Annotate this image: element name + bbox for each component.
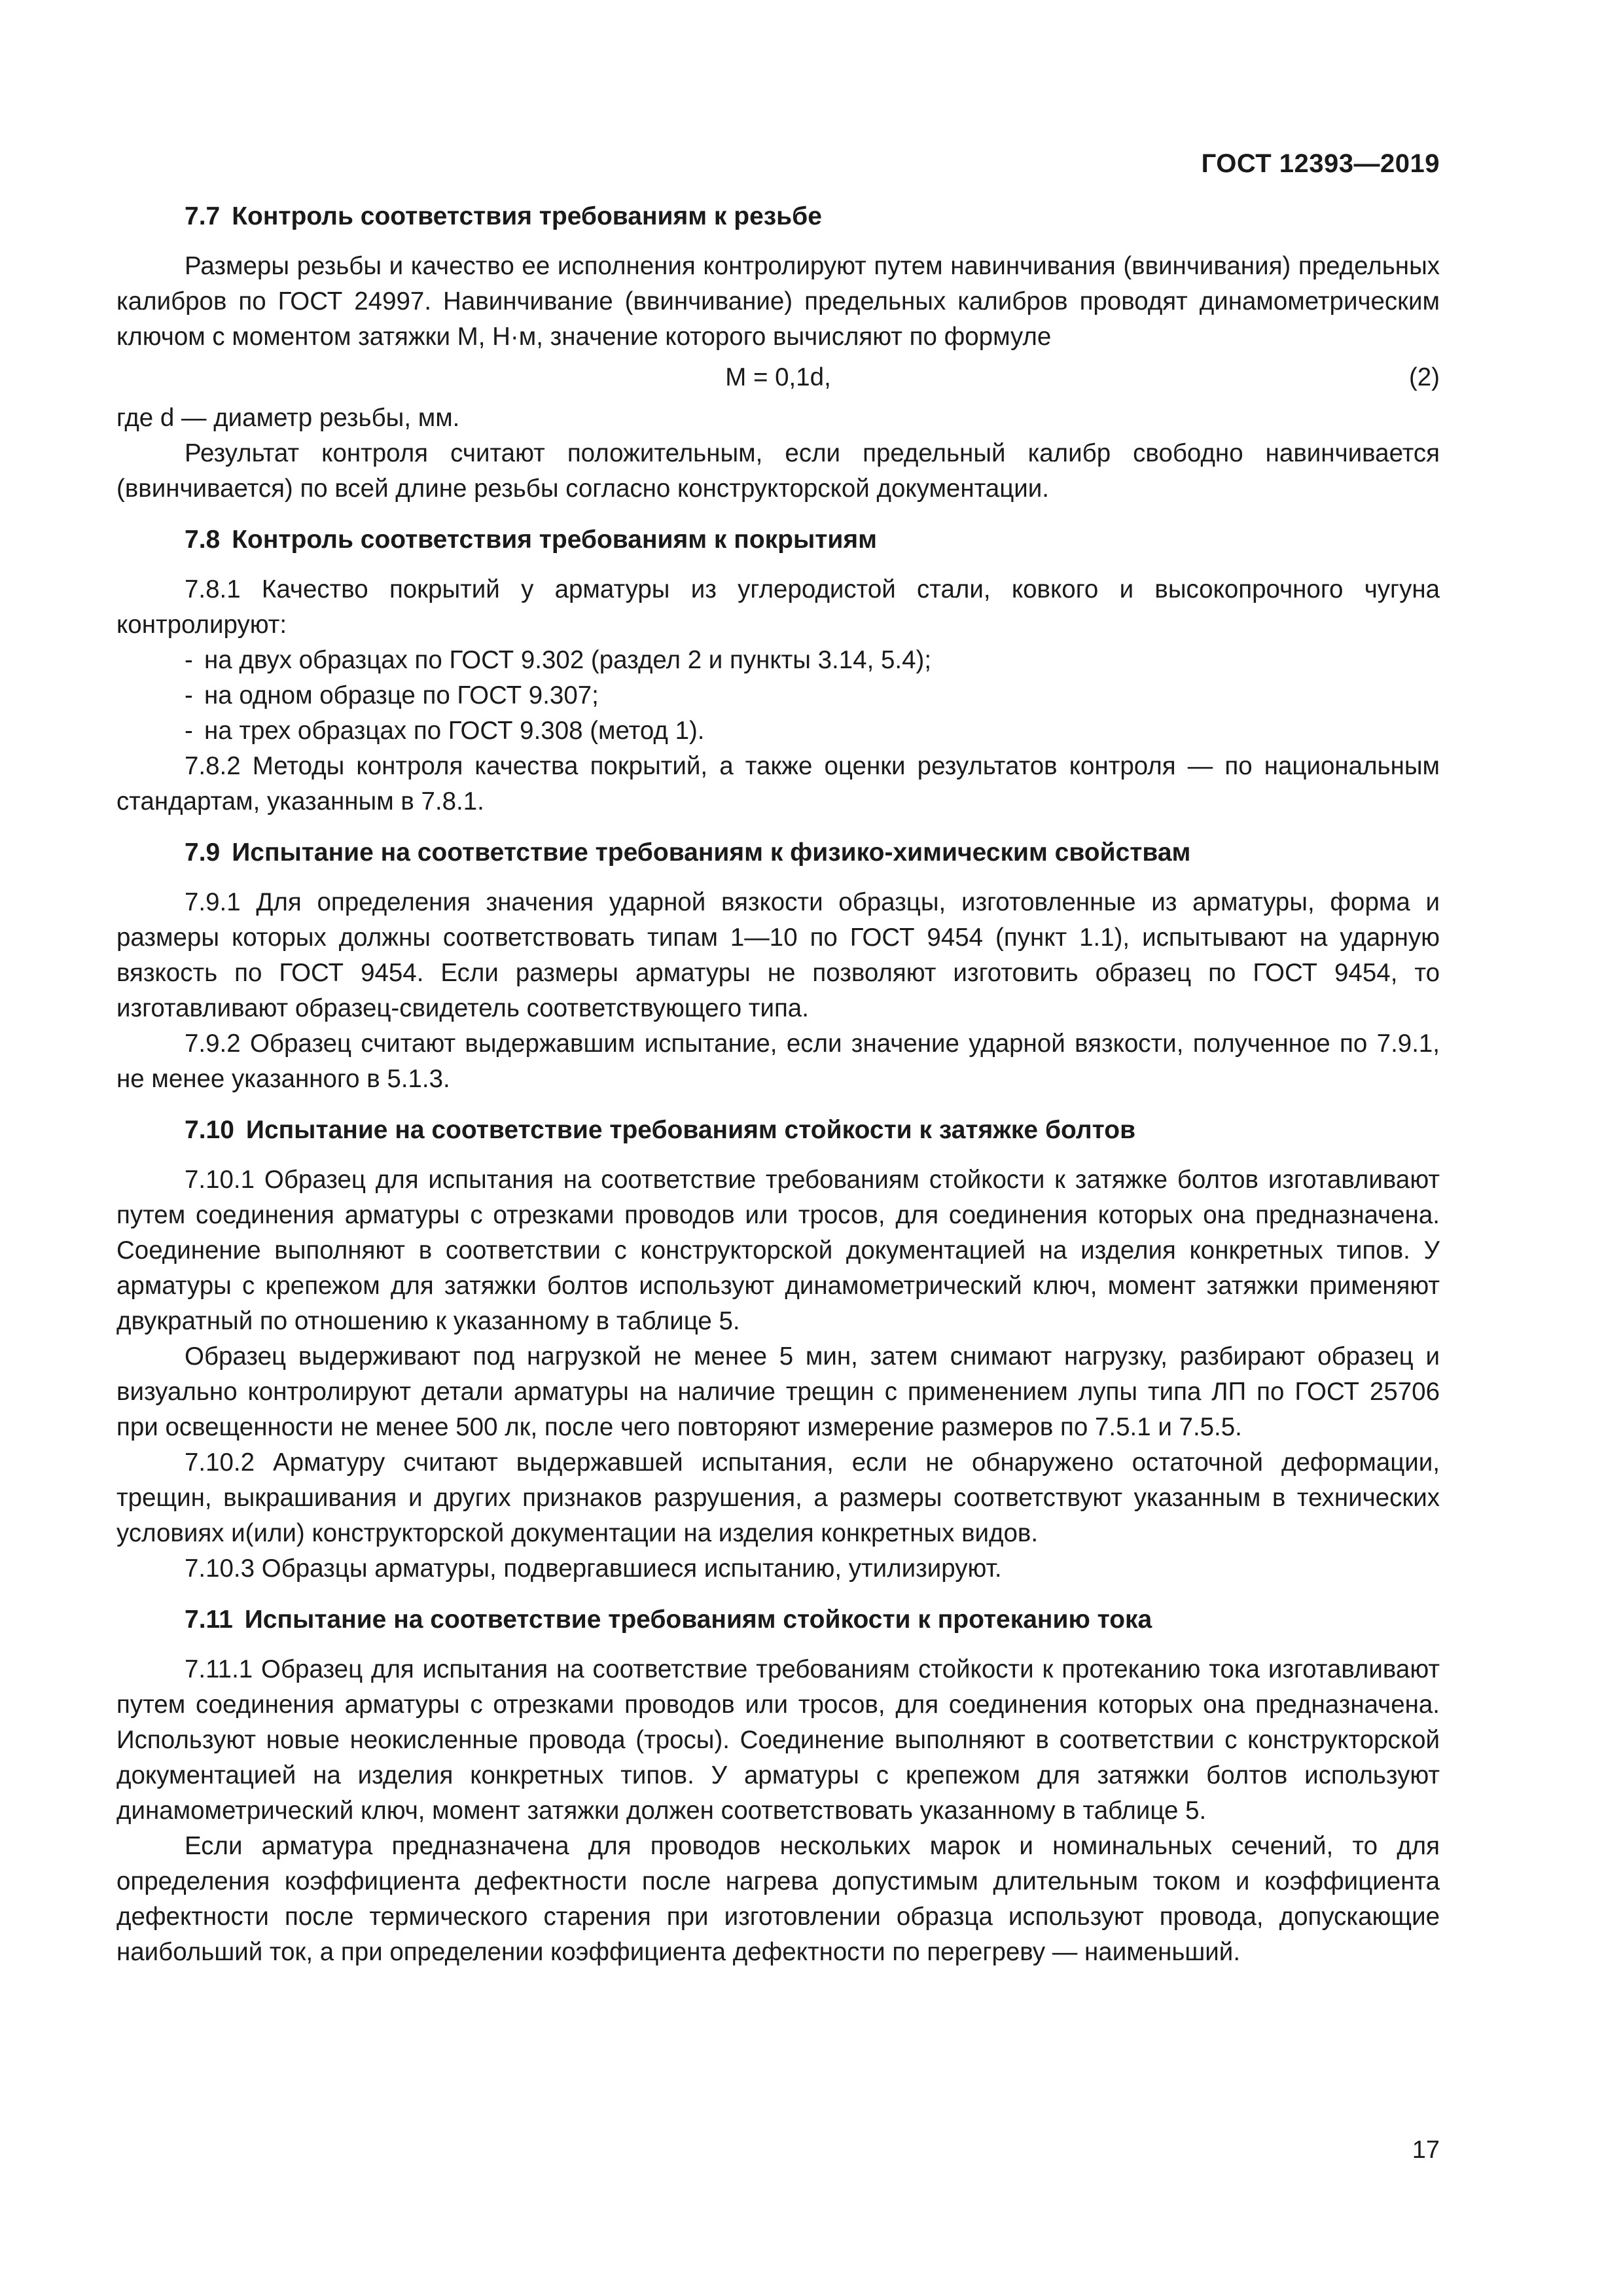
paragraph: 7.9.1 Для определения значения ударной вязкости образцы, изготовленные из арматуры, форма и размеры которых должны соответствовать типам 1—10 по ГОСТ 9454 (пункт 1.1), испытывают на ударную вязкость по ГОСТ 9454. Если размеры арматуры не позволяют изготовить образец по ГОСТ 9454, то изготавливают образец-свидетель соответствующего типа.: [116, 888, 1440, 1022]
list-dash: -: [185, 717, 193, 745]
paragraph: 7.9.2 Образец считают выдержавшим испытание, если значение ударной вязкости, полученное по 7.9.1, не менее указанного в 5.1.3.: [116, 1030, 1440, 1093]
list-item: [116, 643, 1440, 678]
section-heading-7-9: [116, 835, 1440, 870]
paragraph: Образец выдерживают под нагрузкой не менее 5 мин, затем снимают нагрузку, разбирают образец и визуально контролируют детали арматуры на наличие трещин с применением лупы типа ЛП по ГОСТ 25706 при освещенности не менее 500 лк, после чего повторяют измерение размеров по 7.5.1 и 7.5.5.: [116, 1342, 1440, 1441]
section-number: 7.8: [185, 526, 221, 554]
formula-number: (2): [1408, 363, 1440, 391]
paragraph: Размеры резьбы и качество ее исполнения контролируют путем навинчивания (ввинчивания) предельных калибров по ГОСТ 24997. Навинчивание (ввинчивание) предельных калибров проводят динамометрическим ключом с моментом затяжки M, Н·м, значение которого вычисляют по формуле: [116, 252, 1440, 351]
paragraph: 7.10.3 Образцы арматуры, подвергавшиеся испытанию, утилизируют.: [185, 1554, 1002, 1583]
formula-legend: где d — диаметр резьбы, мм.: [116, 404, 460, 432]
list-item-text: на двух образцах по ГОСТ 9.302 (раздел 2 и пункты 3.14, 5.4);: [204, 646, 932, 674]
section-number: 7.10: [185, 1116, 234, 1144]
section-title: Испытание на соответствие требованиям стойкости к затяжке болтов: [245, 1116, 1136, 1144]
page-body: [116, 144, 1440, 1970]
section-number: 7.7: [185, 202, 221, 230]
section-number: 7.9: [185, 838, 221, 867]
paragraph: 7.8.1 Качество покрытий у арматуры из углеродистой стали, ковкого и высокопрочного чугуна контролируют:: [116, 575, 1440, 639]
list-item: [116, 713, 1440, 749]
document-code-header: ГОСТ 12393—2019: [1201, 149, 1440, 178]
section-heading-7-8: [116, 522, 1440, 558]
top-spacer: [116, 144, 1440, 199]
paragraph: Результат контроля считают положительным, если предельный калибр свободно навинчивается (ввинчивается) по всей длине резьбы согласно конструкторской документации.: [116, 439, 1440, 503]
section-heading-7-11: [116, 1602, 1440, 1638]
list-item-text: на одном образце по ГОСТ 9.307;: [204, 681, 599, 709]
section-heading-7-10: [116, 1113, 1440, 1148]
paragraph: Если арматура предназначена для проводов нескольких марок и номинальных сечений, то для определения коэффициента дефектности после нагрева допустимым длительным током и коэффициента дефектности после термического старения при изготовлении образца используют провода, допускающие наибольший ток, а при определении коэффициента дефектности по перегреву — наименьший.: [116, 1832, 1440, 1966]
section-title: Контроль соответствия требованиям к резьбе: [232, 202, 822, 230]
section-title: Испытание на соответствие требованиям стойкости к протеканию тока: [244, 1605, 1152, 1634]
list-dash: -: [185, 646, 193, 674]
section-title: Контроль соответствия требованиям к покрытиям: [232, 526, 877, 554]
formula: M = 0,1d,: [725, 363, 831, 391]
section-title: Испытание на соответствие требованиям к физико-химическим свойствам: [232, 838, 1191, 867]
formula-row: [116, 355, 1440, 401]
list-item: [116, 678, 1440, 713]
section-heading-7-7: [116, 199, 1440, 234]
paragraph: 7.8.2 Методы контроля качества покрытий, а также оценки результатов контроля — по национальным стандартам, указанным в 7.8.1.: [116, 752, 1440, 816]
paragraph: 7.10.2 Арматуру считают выдержавшей испытания, если не обнаружено остаточной деформации, трещин, выкрашивания и других признаков разрушения, а размеры соответствуют указанным в технических условиях и(или) конструкторской документации на изделия конкретных видов.: [116, 1448, 1440, 1547]
list-dash: -: [185, 681, 193, 709]
paragraph: 7.11.1 Образец для испытания на соответствие требованиям стойкости к протеканию тока изготавливают путем соединения арматуры с отрезками проводов или тросов, для соединения которых она предназначена. Используют новые неокисленные провода (тросы). Соединение выполняют в соответствии с конструкторской документацией на изделия конкретных типов. У арматуры с крепежом для затяжки болтов используют динамометрический ключ, момент затяжки должен соответствовать указанному в таблице 5.: [116, 1655, 1440, 1825]
paragraph: 7.10.1 Образец для испытания на соответствие требованиям стойкости к затяжке болтов изготавливают путем соединения арматуры с отрезками проводов или тросов, для соединения которых она предназначена. Соединение выполняют в соответствии с конструкторской документацией на изделия конкретных типов. У арматуры с крепежом для затяжки болтов используют динамометрический ключ, момент затяжки применяют двукратный по отношению к указанному в таблице 5.: [116, 1166, 1440, 1335]
list-item-text: на трех образцах по ГОСТ 9.308 (метод 1).: [204, 717, 705, 745]
section-number: 7.11: [185, 1605, 233, 1634]
page-number: 17: [1412, 2136, 1440, 2164]
